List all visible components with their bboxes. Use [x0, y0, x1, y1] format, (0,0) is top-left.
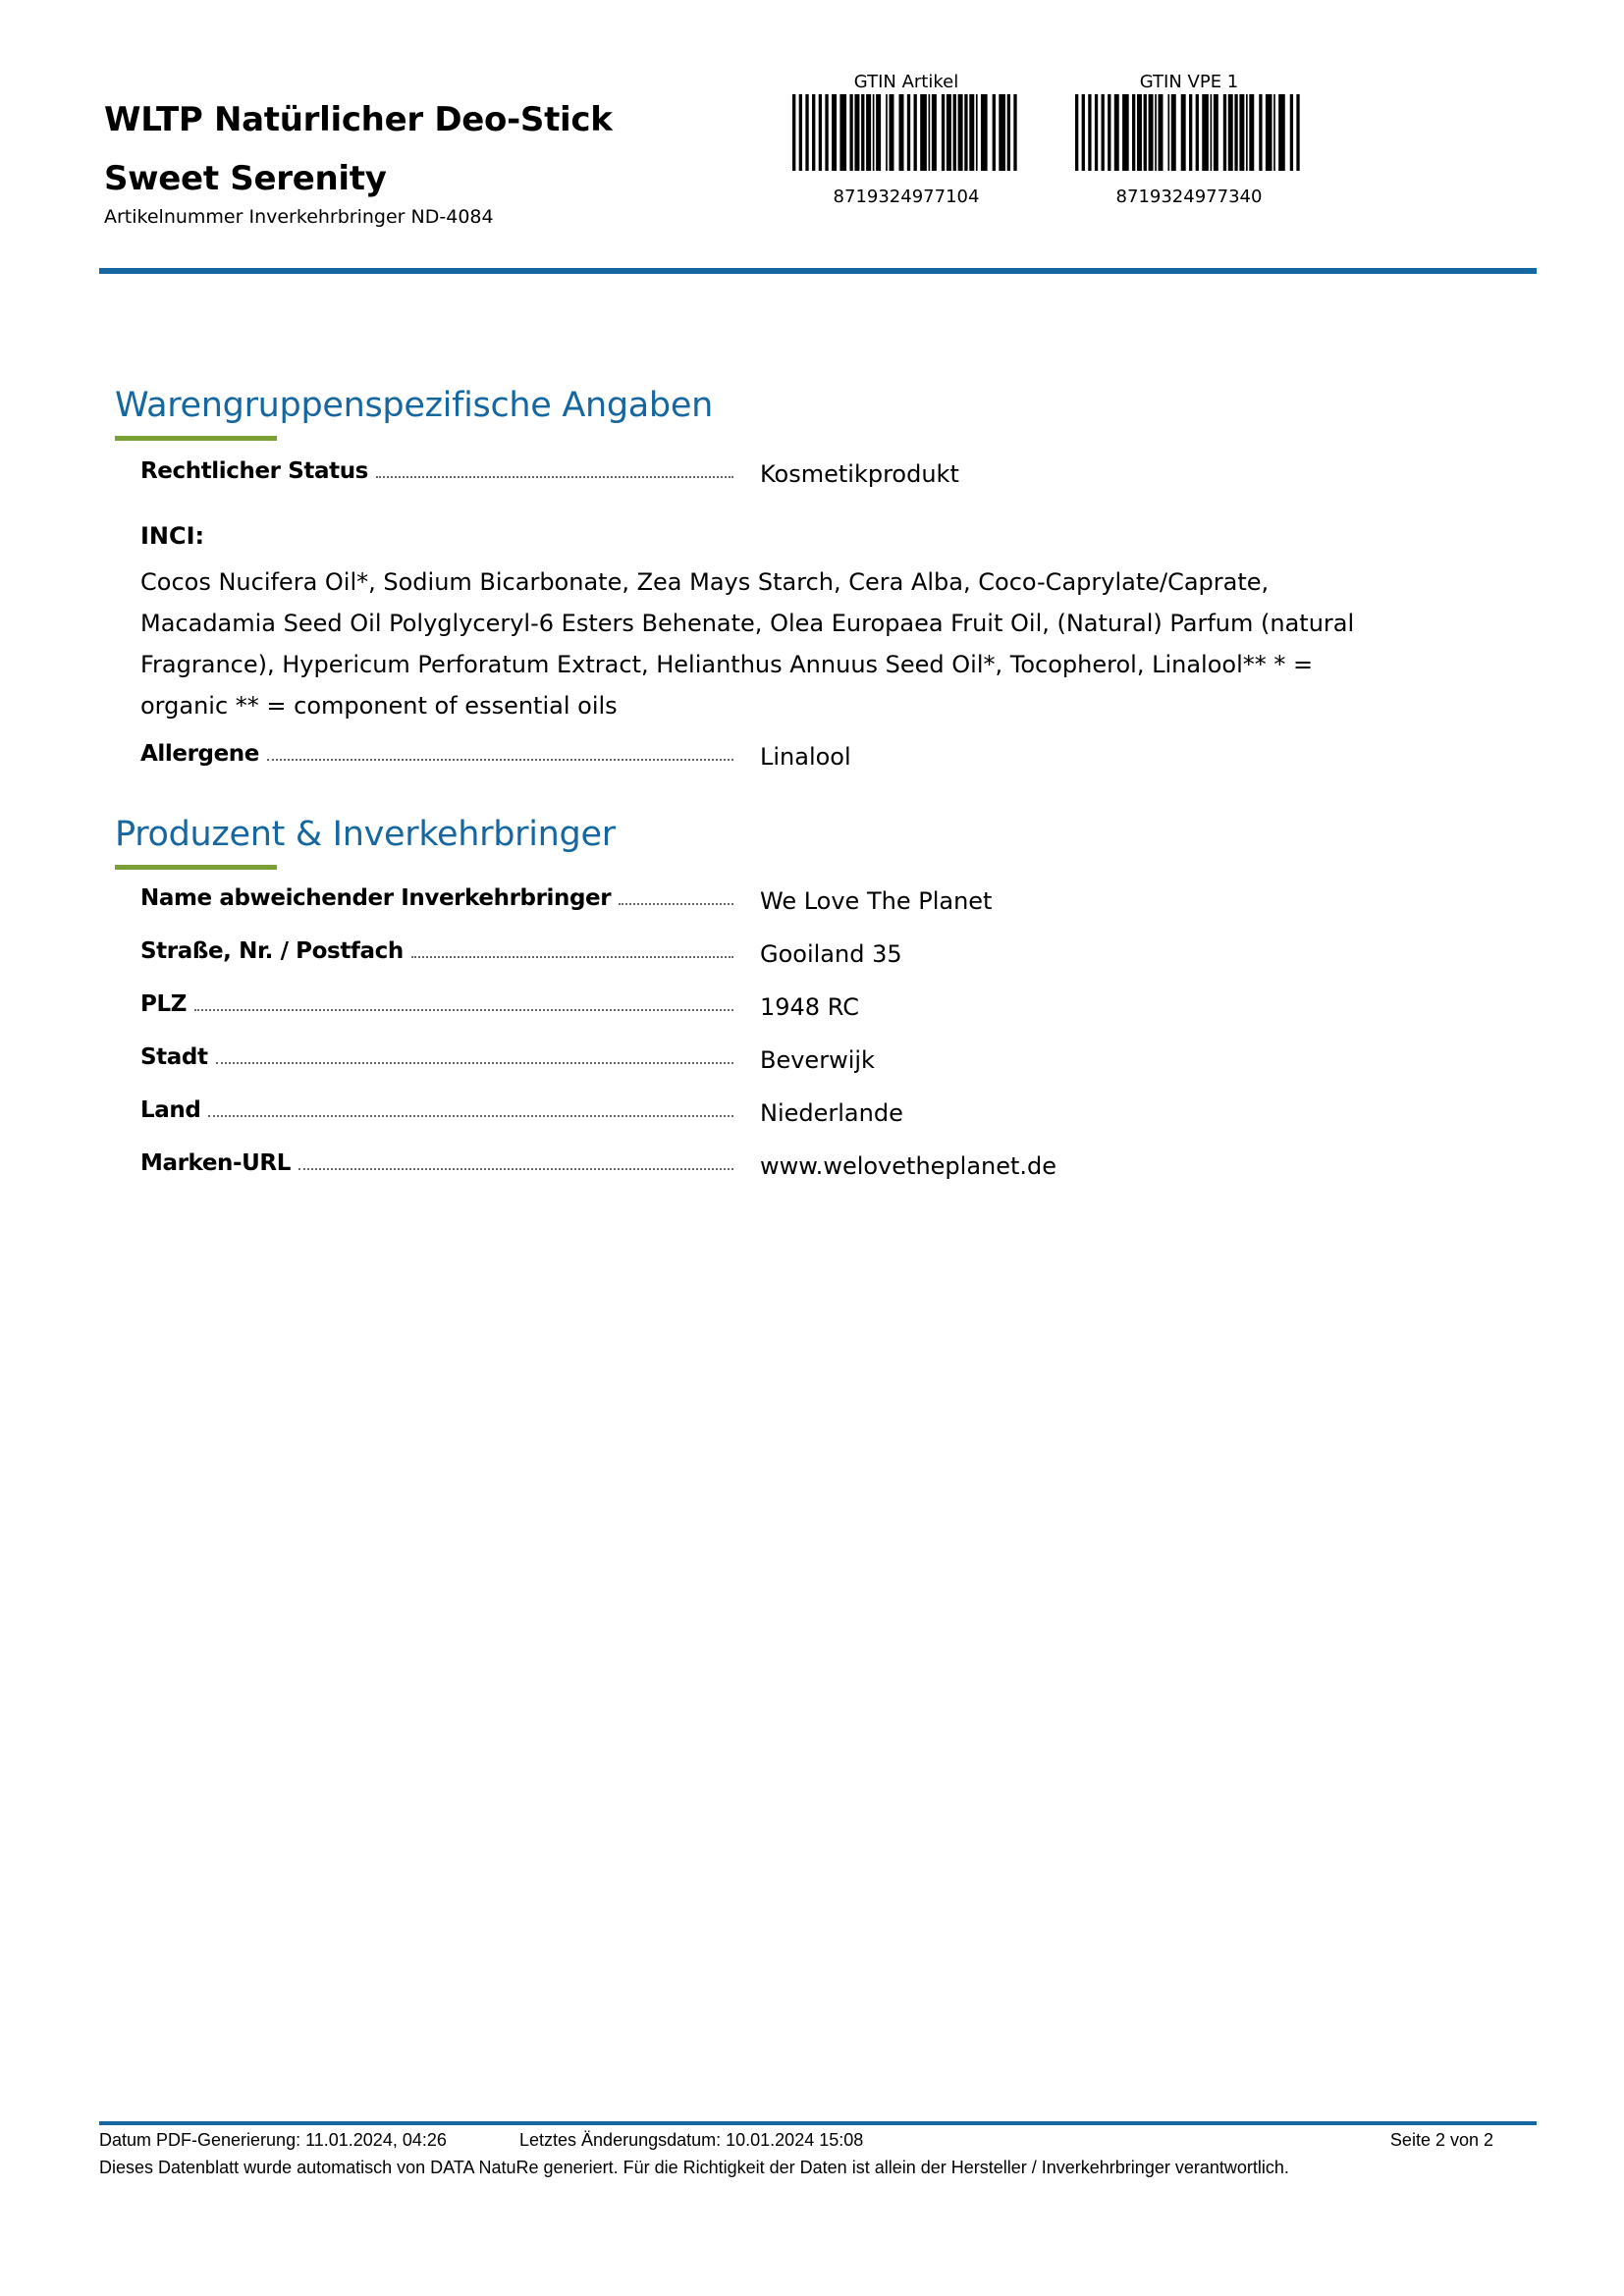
barcode-number: 8719324977340 [1115, 187, 1263, 207]
leader-dots [298, 1167, 733, 1170]
row-distributor-name [140, 885, 1220, 921]
row-city [140, 1044, 1220, 1080]
footer-disclaimer: Dieses Datenblatt wurde automatisch von DATA NatuRe generiert. Für die Richtigkeit der Daten ist allein der Hersteller / Inverkehrbringer verantwortlich. [99, 2158, 1289, 2177]
section-title-product-group: Warengruppenspezifische Angaben [115, 386, 713, 425]
barcode-gtin-article [779, 71, 1034, 207]
barcode-icon [1075, 94, 1303, 171]
leader-dots [208, 1114, 733, 1117]
barcode-label: GTIN Artikel [853, 72, 959, 92]
page-number: Seite 2 von 2 [1389, 2130, 1493, 2150]
row-label: Name abweichender Inverkehrbringer [140, 885, 612, 911]
row-label: Allergene [140, 741, 259, 767]
brand-url-link[interactable]: www.welovetheplanet.de [760, 1152, 1057, 1180]
row-brand-url [140, 1150, 1220, 1186]
leader-dots [376, 475, 733, 478]
row-label: Stadt [140, 1044, 208, 1070]
row-value: We Love The Planet [760, 887, 993, 915]
row-legal-status [140, 458, 1220, 494]
row-label: Land [140, 1097, 201, 1123]
row-value: 1948 RC [760, 993, 859, 1021]
row-allergens [140, 741, 1220, 776]
section-title-producer: Produzent & Inverkehrbringer [115, 815, 616, 854]
row-label: Rechtlicher Status [140, 458, 368, 484]
row-value: Beverwijk [760, 1046, 875, 1074]
row-street [140, 938, 1220, 974]
row-value: Linalool [760, 743, 851, 771]
row-label: PLZ [140, 991, 187, 1017]
section-underline [115, 865, 277, 870]
leader-dots [267, 758, 733, 761]
pdf-generation-date: Datum PDF-Generierung: 11.01.2024, 04:26 [99, 2130, 447, 2150]
leader-dots [194, 1008, 733, 1011]
barcode-label: GTIN VPE 1 [1139, 72, 1239, 92]
barcode-gtin-vpe [1061, 71, 1317, 207]
row-label: Marken-URL [140, 1150, 291, 1176]
row-value: Niederlande [760, 1099, 903, 1127]
leader-dots [619, 902, 733, 905]
inci-label: INCI: [140, 522, 205, 550]
row-country [140, 1097, 1220, 1133]
product-title: WLTP Natürlicher Deo-Stick Sweet Serenity [104, 100, 613, 198]
leader-dots [216, 1061, 733, 1064]
barcode-number: 8719324977104 [833, 187, 980, 207]
row-value: Kosmetikprodukt [760, 460, 959, 488]
row-label: Straße, Nr. / Postfach [140, 938, 404, 964]
footer-divider [99, 2121, 1537, 2125]
header-divider [99, 268, 1537, 274]
inci-text: Cocos Nucifera Oil*, Sodium Bicarbonate, Zea Mays Starch, Cera Alba, Coco-Caprylate/Caprate, Macadamia Seed Oil Polyglyceryl-6 Esters Behenate, Olea Europaea Fruit Oil, (Natural) Parfum (natural Fragrance), Hypericum Perforatum Extract, Helianthus Annuus Seed Oil*, Tocopherol, Linalool** * = organic ** = component of essential oils [140, 568, 1355, 720]
last-change-date: Letztes Änderungsdatum: 10.01.2024 15:08 [519, 2130, 864, 2150]
row-postal-code [140, 991, 1220, 1027]
article-number: Artikelnummer Inverkehrbringer ND-4084 [104, 206, 494, 228]
row-value: Gooiland 35 [760, 940, 902, 968]
leader-dots [411, 955, 733, 958]
section-underline [115, 436, 277, 441]
barcode-icon [792, 94, 1020, 171]
